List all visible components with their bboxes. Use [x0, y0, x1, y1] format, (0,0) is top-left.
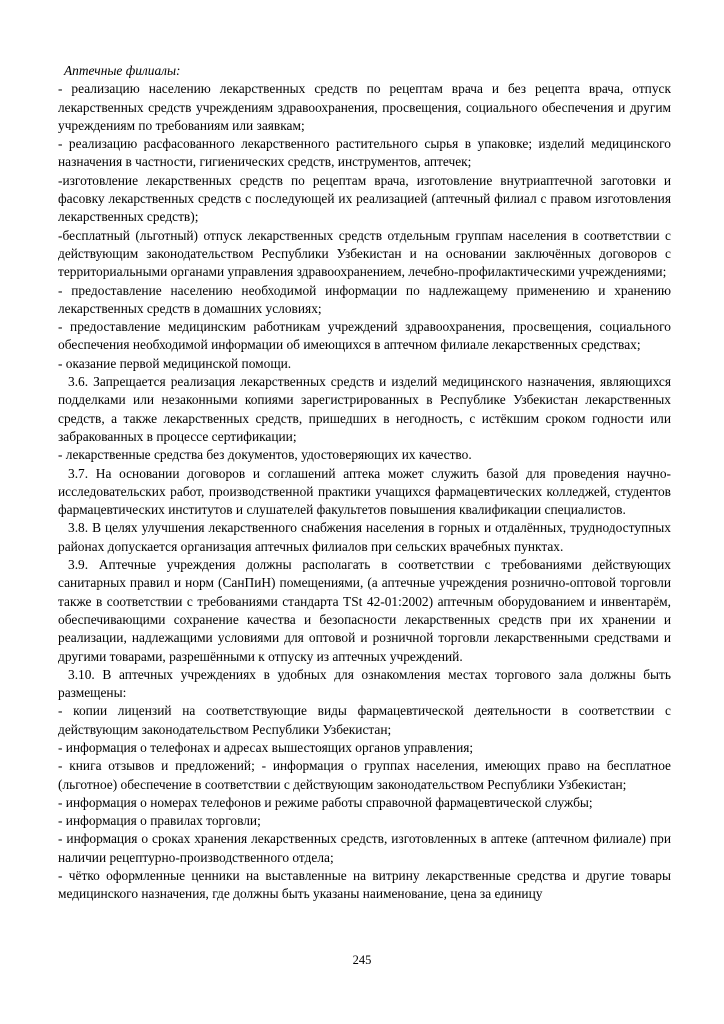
paragraph-undocumented-drugs: - лекарственные средства без документов, удостоверяющих их качество. [58, 447, 472, 463]
paragraph-3-9: 3.9. Аптечные учреждения должны располагать в соответствии с требованиями действующих санитарных правил и норм (СанПиН) помещениями, (а аптечные учреждения рознично-оптовой торговли также в соответствии с требованиями стандарта TSt 42-01:2002) аптечным оборудованием и инвентарём, обеспечивающими сохранение качества и безопасности лекарственных средств при их хранении и реализации, надлежащими условиями для оптовой и розничной торговли лекарственными средствами и другими товарами, разрешёнными к отпуску из аптечных учреждений. [58, 557, 671, 664]
paragraph-shelf-life: - информация о сроках хранения лекарственных средств, изготовленных в аптеке (аптечном филиале) при наличии рецептурно-производственного отдела; [58, 831, 671, 865]
paragraph-public-info: - предоставление населению необходимой информации по надлежащему применению и хранению лекарственных средств в домашних условиях; [58, 282, 671, 316]
section-heading: Аптечные филиалы: [64, 63, 181, 78]
paragraph-3-7: 3.7. На основании договоров и соглашений аптека может служить базой для проведения научно-исследовательских работ, производственной практики учащихся фармацевтических колледжей, студентов фармацевтических институтов и слушателей факультетов повышения квалификации специалистов. [58, 465, 671, 518]
paragraph-first-aid: - оказание первой медицинской помощи. [58, 355, 292, 371]
paragraph-3-6: 3.6. Запрещается реализация лекарственных средств и изделий медицинского назначения, являющихся подделками или незаконными копиями зарегистрированных в Республике Узбекистан лекарственных средств, а также лекарственных средств, пришедших в негодность, с истёкшим сроком годности или забракованных в процессе сертификации; [58, 374, 671, 444]
paragraph-manufacturing: -изготовление лекарственных средств по рецептам врача, изготовление внутриаптечной заготовки и фасовку лекарственных средств с последующей их реализацией (аптечный филиал с правом изготовления лекарственных средств); [58, 172, 671, 225]
paragraph-price-tags: - чётко оформленные ценники на выставленные на витрину лекарственные средства и другие товары медицинского назначения, где должны быть указаны наименование, цена за единицу [58, 868, 671, 902]
paragraph-trade-rules: - информация о правилах торговли; [58, 813, 261, 829]
paragraph-feedback-book: - книга отзывов и предложений; - информация о группах населения, имеющих право на бесплатное (льготное) обеспечение в соответствии с действующим законодательством Республики Узбекистан; [58, 758, 671, 792]
paragraph-medical-staff-info: - предоставление медицинским работникам учреждений здравоохранения, просвещения, социального обеспечения необходимой информации об имеющихся в аптечном филиале лекарственных средствах; [58, 319, 671, 353]
page-number: 245 [352, 953, 372, 967]
document-page [58, 62, 671, 904]
paragraph-3-10: 3.10. В аптечных учреждениях в удобных для ознакомления местах торгового зала должны быть размещены: [58, 666, 671, 701]
paragraph-authority-contacts: - информация о телефонах и адресах вышестоящих органов управления; [58, 739, 474, 755]
paragraph-free-dispensing: -бесплатный (льготный) отпуск лекарственных средств отдельным группам населения в соответствии с действующим законодательством Республики Узбекистан и на основании заключённых договоров с территориальными органами управления здравоохранением, лечебно-профилактическими учреждениями; [58, 227, 671, 280]
paragraph-license-copies: - копии лицензий на соответствующие виды фармацевтической деятельности в соответствии с действующим законодательством Республики Узбекистан; [58, 703, 671, 737]
paragraph-retail-sales: - реализацию населению лекарственных средств по рецептам врача и без рецепта врача, отпуск лекарственных средств учреждениям здравоохранения, просвещения, социального обеспечения и другим учреждениям по требованиям или заявкам; [58, 81, 671, 133]
paragraph-3-8: 3.8. В целях улучшения лекарственного снабжения населения в горных и отдалённых, труднодоступных районах допускается организация аптечных филиалов при сельских врачебных пунктах. [58, 520, 671, 554]
paragraph-helpdesk-info: - информация о номерах телефонов и режиме работы справочной фармацевтической службы; [58, 794, 593, 810]
paragraph-packaged-herbs: - реализацию расфасованного лекарственного растительного сырья в упаковке; изделий медицинского назначения в частности, гигиенических средств, инструментов, аптечек; [58, 136, 671, 170]
